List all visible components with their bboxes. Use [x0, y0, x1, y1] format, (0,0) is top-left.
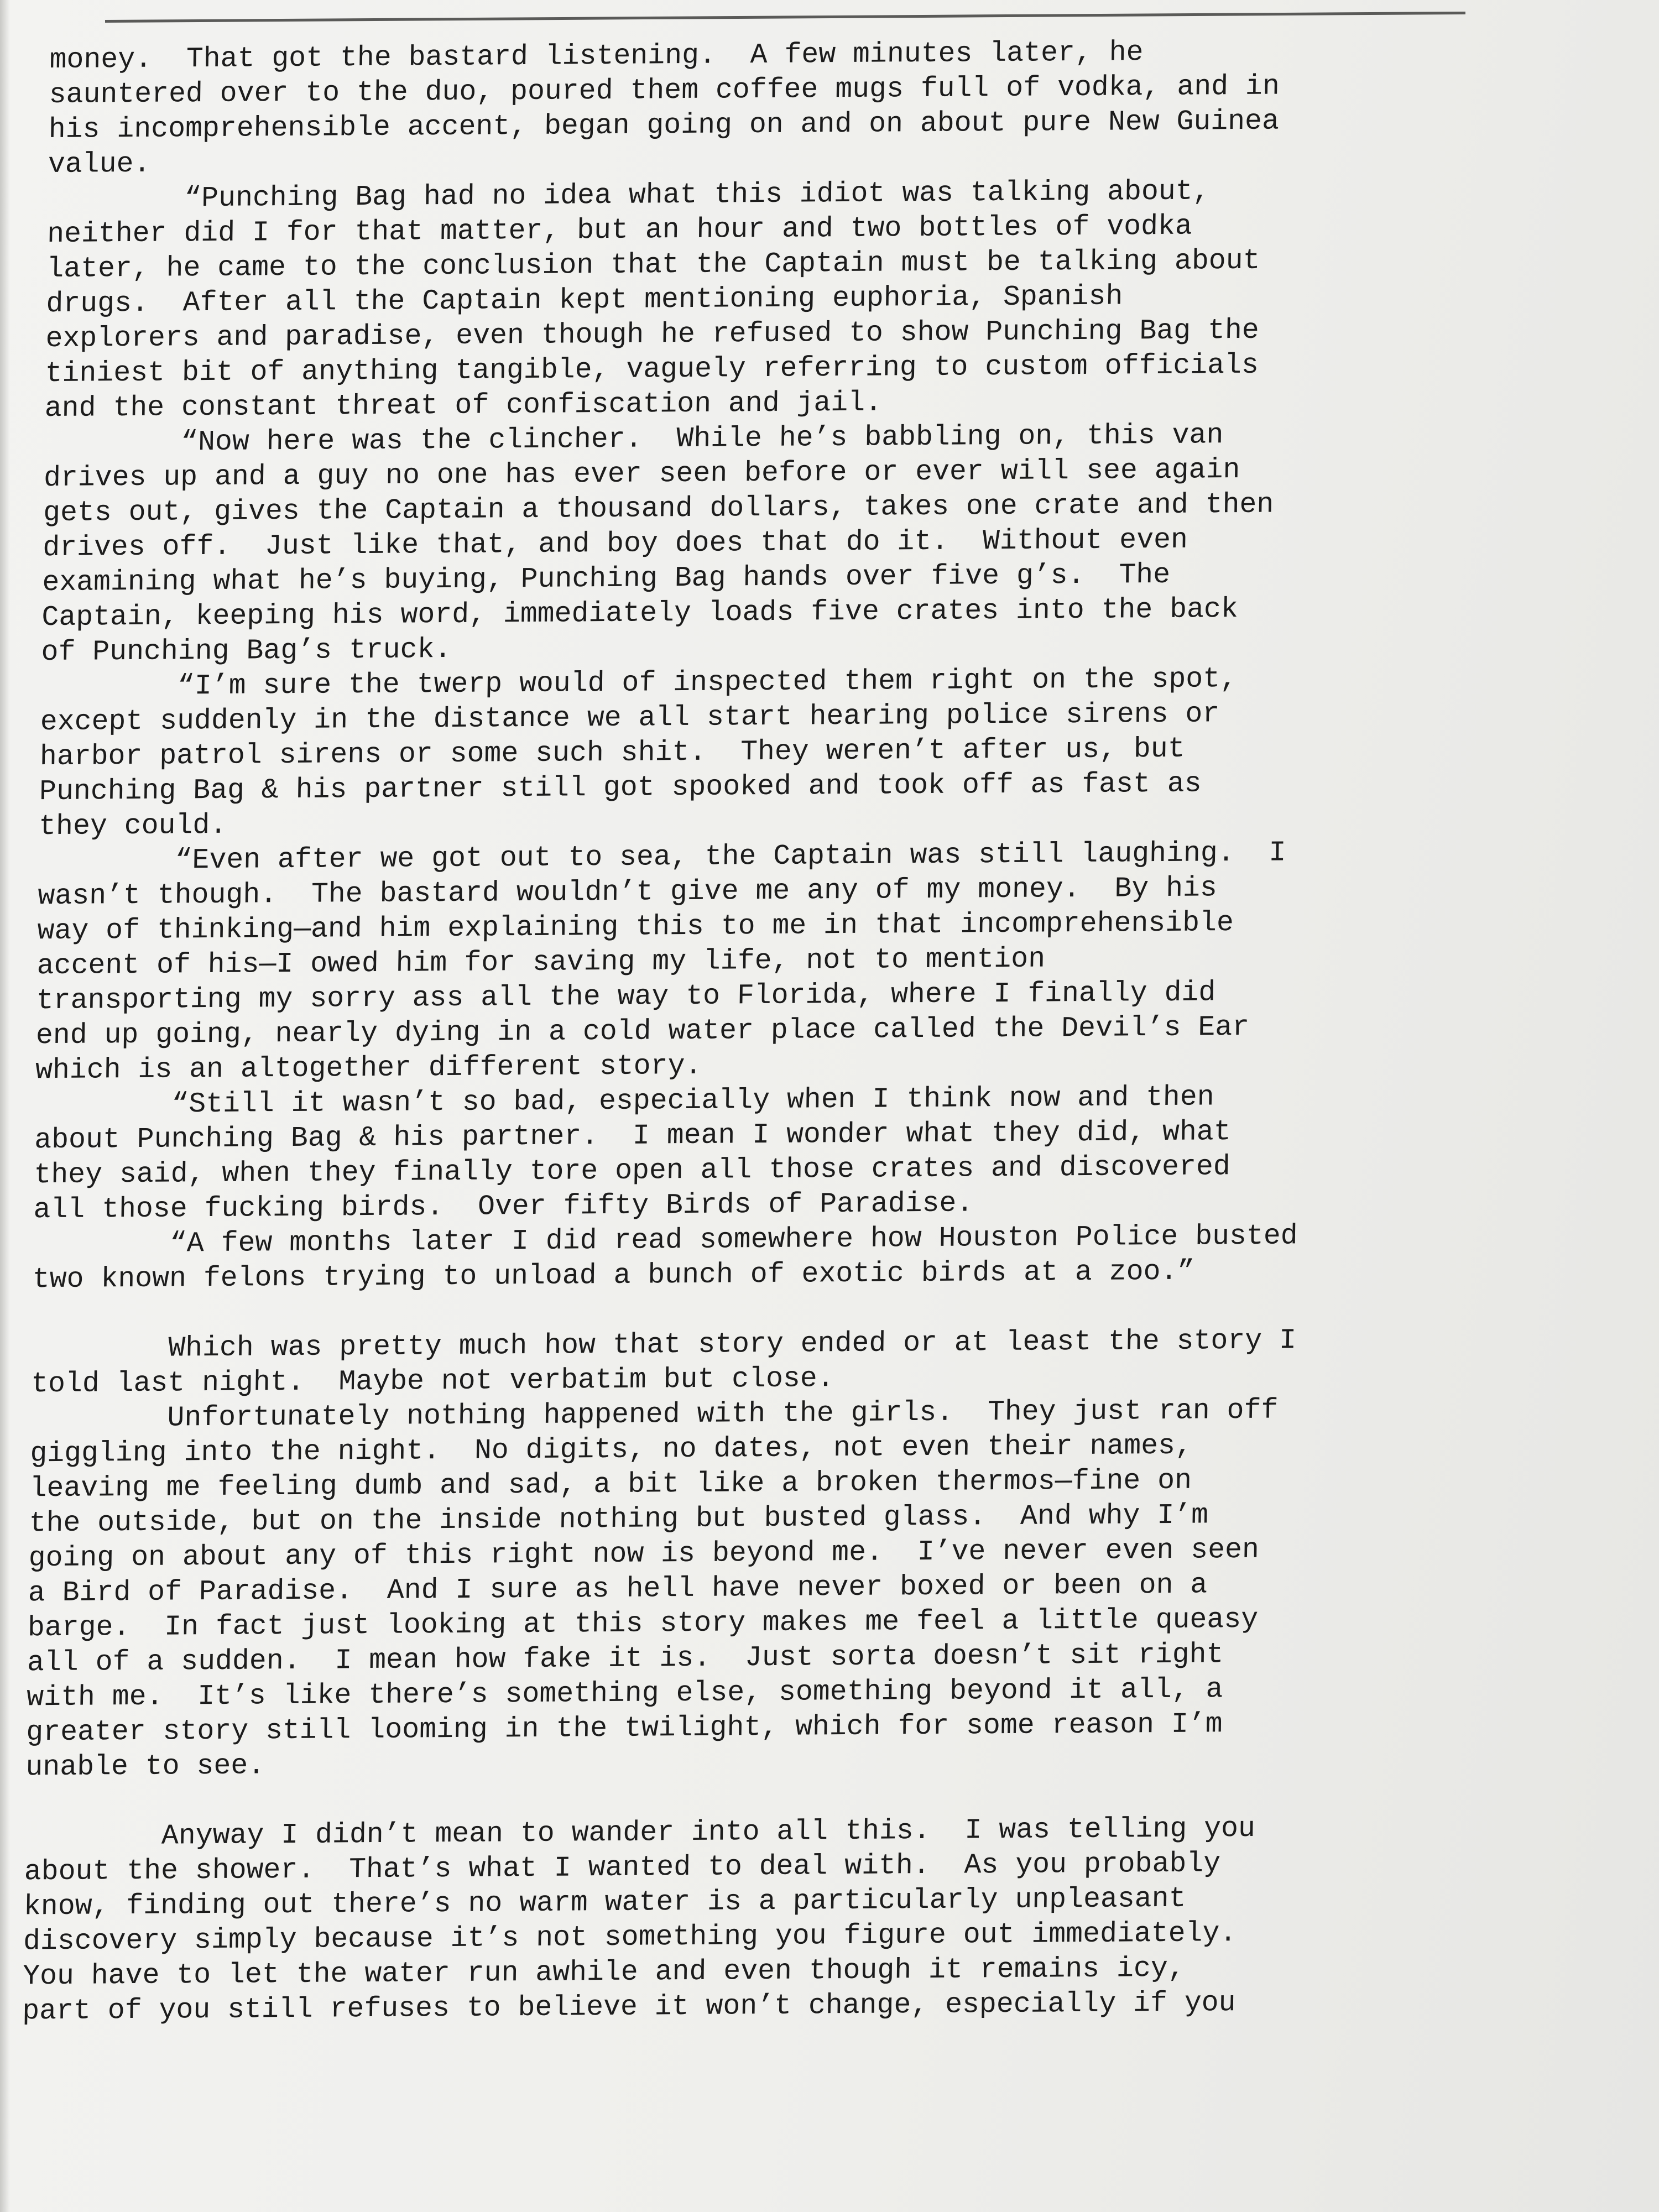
text-line: unable to see.: [25, 1750, 265, 1784]
text-line: tiniest bit of anything tangible, vaguely referring to custom officials: [45, 349, 1259, 390]
text-line: examining what he’s buying, Punching Bag hands over five g’s. The: [41, 559, 1171, 599]
text-line: told last night. Maybe not verbatim but close.: [30, 1363, 835, 1401]
text-line: two known felons trying to unload a bunch of exotic birds at a zoo.”: [32, 1255, 1195, 1296]
page-binding-shadow: [0, 0, 10, 2212]
text-line: end up going, nearly dying in a cold water place called the Devil’s Ear: [35, 1011, 1250, 1052]
text-line: a Bird of Paradise. And I sure as hell have never boxed or been on a: [28, 1569, 1208, 1610]
text-line: giggling into the night. No digits, no dates, not even their names,: [29, 1430, 1193, 1470]
text-line: Captain, keeping his word, immediately loads five crates into the back: [41, 593, 1239, 634]
text-line: “Punching Bag had no idea what this idiot was talking about,: [47, 175, 1210, 216]
text-line: sauntered over to the duo, poured them coffee mugs full of vodka, and in: [49, 70, 1280, 112]
text-line: discovery simply because it’s not something you figure out immediately.: [23, 1917, 1237, 1958]
text-line: going on about any of this right now is beyond me. I’ve never even seen: [28, 1533, 1260, 1575]
text-line: money. That got the bastard listening. A few minutes later, he: [49, 36, 1144, 77]
text-line: explorers and paradise, even though he refused to show Punching Bag the: [45, 314, 1260, 356]
text-line: know, finding out there’s no warm water is a particularly unpleasant: [23, 1882, 1186, 1923]
text-line: all those fucking birds. Over fifty Birds of Paradise.: [33, 1187, 974, 1227]
text-line: gets out, gives the Captain a thousand dollars, takes one crate and then: [43, 488, 1274, 530]
text-line: value.: [48, 148, 151, 181]
text-line: except suddenly in the distance we all start hearing police sirens or: [40, 698, 1220, 739]
header-rule: [105, 12, 1465, 23]
text-line: “I’m sure the twerp would of inspected them right on the spot,: [40, 663, 1238, 704]
text-line: barge. In fact just looking at this story makes me feel a little queasy: [27, 1603, 1259, 1645]
text-line: “Now here was the clincher. While he’s babbling on, this van: [44, 419, 1224, 460]
text-line: Which was pretty much how that story ended or at least the story I: [31, 1324, 1297, 1366]
text-line: part of you still refuses to believe it won’t change, especially if you: [22, 1987, 1236, 2028]
text-line: Unfortunately nothing happened with the girls. They just ran off: [30, 1394, 1279, 1436]
text-line: they said, when they finally tore open all those crates and discovered: [34, 1151, 1231, 1192]
text-line: the outside, but on the inside nothing but busted glass. And why I’m: [29, 1499, 1209, 1540]
text-line: drives up and a guy no one has ever seen before or ever will see again: [43, 453, 1240, 495]
text-line: about the shower. That’s what I wanted to deal with. As you probably: [24, 1848, 1221, 1888]
text-line: his incomprehensible accent, began going on and on about pure New Guinea: [48, 105, 1280, 147]
text-line: with me. It’s like there’s something else, something beyond it all, a: [26, 1673, 1223, 1714]
text-line: transporting my sorry ass all the way to Florida, where I finally did: [36, 977, 1216, 1018]
text-line: drives off. Just like that, and boy does that do it. Without even: [42, 524, 1188, 565]
text-line: neither did I for that matter, but an hour and two bottles of vodka: [46, 210, 1193, 251]
text-line: about Punching Bag & his partner. I mean I wonder what they did, what: [34, 1116, 1232, 1157]
text-line: leaving me feeling dumb and sad, a bit like a broken thermos—fine on: [29, 1464, 1192, 1505]
text-line: “A few months later I did read somewhere how Houston Police busted: [33, 1220, 1298, 1261]
text-line: which is an altogether different story.: [35, 1050, 702, 1087]
text-line: of Punching Bag’s truck.: [41, 633, 452, 669]
text-line: greater story still looming in the twilight, which for some reason I’m: [25, 1708, 1223, 1749]
text-line: way of thinking—and him explaining this to me in that incomprehensible: [37, 907, 1234, 948]
text-line: later, he came to the conclusion that the Captain must be talking about: [46, 244, 1260, 286]
text-line: and the constant threat of confiscation and jail.: [44, 387, 883, 425]
text-line: Punching Bag & his partner still got spooked and took off as fast as: [39, 768, 1202, 808]
text-line: harbor patrol sirens or some such shit. They weren’t after us, but: [39, 733, 1185, 774]
text-line: drugs. After all the Captain kept mentioning euphoria, Spanish: [46, 280, 1123, 321]
text-line: You have to let the water run awhile and even though it remains icy,: [22, 1952, 1186, 1993]
body-text: [22, 33, 1543, 2029]
text-line: accent of his—I owed him for saving my life, not to mention: [36, 943, 1046, 983]
text-line: wasn’t though. The bastard wouldn’t give me any of my money. By his: [38, 872, 1218, 913]
text-line: “Still it wasn’t so bad, especially when I think now and then: [34, 1081, 1214, 1122]
text-line: they could.: [38, 809, 227, 843]
text-line: “Even after we got out to sea, the Captain was still laughing. I: [38, 837, 1286, 878]
text-line: all of a sudden. I mean how fake it is. Just sorta doesn’t sit right: [27, 1639, 1224, 1679]
text-line: Anyway I didn’t mean to wander into all this. I was telling you: [24, 1812, 1256, 1854]
